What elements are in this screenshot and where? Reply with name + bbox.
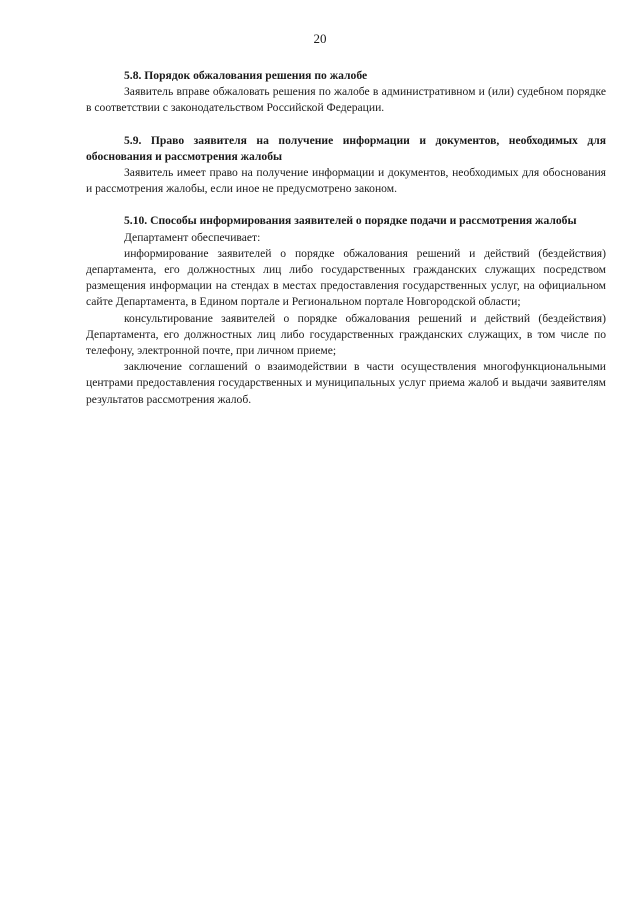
paragraph: Заявитель имеет право на получение информации и документов, необходимых для обоснования и рассмотрения жалобы, если иное не предусмотрено законом. xyxy=(86,166,606,196)
section-heading xyxy=(86,133,606,165)
paragraph: заключение соглашений о взаимодействии в части осуществления многофункциональными центрами предоставления государственных и муниципальных услуг приема жалоб и выдачи заявителям результатов рассмотрения жалоб. xyxy=(86,360,606,406)
paragraph: информирование заявителей о порядке обжалования решений и действий (бездействия) департамента, его должностных лиц либо государственных гражданских служащих посредством размещения информации на стендах в местах предоставления государственных услуг, на официальном сайте Департамента, в Едином портале и Региональном портале Новгородской области; xyxy=(86,246,606,309)
page-number: 20 xyxy=(313,31,327,46)
section-5-9 xyxy=(86,133,606,198)
paragraph: Заявитель вправе обжаловать решения по жалобе в административном и (или) судебном порядке в соответствии с законодательством Российской Федерации. xyxy=(86,85,606,115)
section-5-10 xyxy=(86,213,606,407)
section-heading xyxy=(86,68,606,84)
section-5-8 xyxy=(86,68,606,117)
document-body xyxy=(86,68,606,424)
paragraph: Департамент обеспечивает: xyxy=(124,230,261,244)
paragraph: консультирование заявителей о порядке обжалования решений и действий (бездействия) Департамента, его должностных лиц либо государственных гражданских служащих, в том числе по телефону, электронной почте, при личном приеме; xyxy=(86,311,606,358)
section-heading-text: 5.8. Порядок обжалования решения по жалобе xyxy=(124,69,368,82)
section-heading-text: 5.9. Право заявителя на получение информации и документов, необходимых для обоснования и рассмотрения жалобы xyxy=(86,133,606,163)
section-heading-text: 5.10. Способы информирования заявителей о порядке подачи и рассмотрения жалобы xyxy=(124,214,577,228)
section-heading xyxy=(86,213,606,229)
